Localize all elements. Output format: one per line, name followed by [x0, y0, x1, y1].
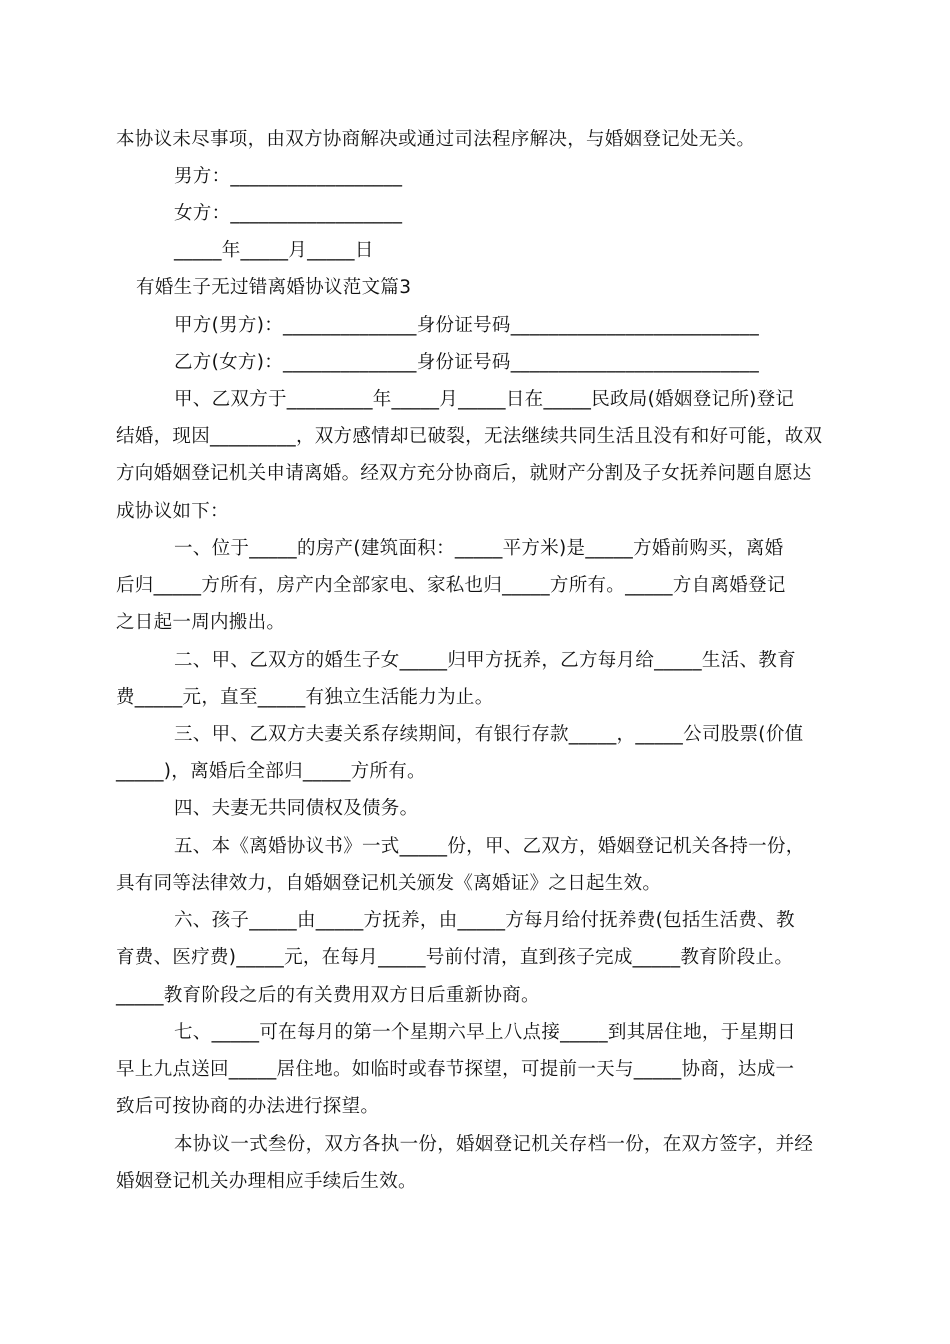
clause-1: 一、位于_____的房产(建筑面积：_____平方米)是_____方婚前购买，离婚 — [174, 538, 784, 559]
text-line: 方向婚姻登记机关申请离婚。经双方充分协商后，就财产分割及子女抚养问题自愿达 — [116, 463, 812, 484]
text-line: 之日起一周内搬出。 — [116, 612, 286, 633]
text-line: 育费、医疗费)_____元，在每月_____号前付清，直到孩子完成_____教育阶段止。 — [116, 947, 794, 968]
party-a-line: 甲方(男方)：______________身份证号码__________________________ — [174, 315, 760, 336]
text-line: 后归_____方所有，房产内全部家电、家私也归_____方所有。_____方自离婚登记 — [116, 575, 786, 596]
text-line: 成协议如下： — [116, 501, 229, 522]
text-line: 费_____元，直至_____有独立生活能力为止。 — [116, 687, 494, 708]
text-line: 本协议未尽事项，由双方协商解决或通过司法程序解决，与婚姻登记处无关。 — [116, 129, 756, 150]
section-title: 有婚生子无过错离婚协议范文篇3 — [136, 277, 412, 298]
clause-2: 二、甲、乙双方的婚生子女_____归甲方抚养，乙方每月给_____生活、教育 — [174, 650, 796, 671]
clause-6: 六、孩子_____由_____方抚养，由_____方每月给付抚养费(包括生活费、教 — [174, 910, 795, 931]
text-line: 婚姻登记机关办理相应手续后生效。 — [116, 1171, 417, 1192]
text-line: 结婚，现因_________，双方感情却已破裂，无法继续共同生活且没有和好可能，故双 — [116, 426, 823, 447]
text-line: 早上九点送回_____居住地。如临时或春节探望，可提前一天与_____协商，达成一 — [116, 1059, 795, 1080]
clause-5: 五、本《离婚协议书》一式_____份，甲、乙双方，婚姻登记机关各持一份， — [174, 836, 805, 857]
text-line: _____)，离婚后全部归_____方所有。 — [116, 761, 426, 782]
clause-7: 七、_____可在每月的第一个星期六早上八点接_____到其居住地，于星期日 — [174, 1022, 796, 1043]
text-line: 甲、乙双方于_________年_____月_____日在_____民政局(婚姻登记所)登记 — [174, 389, 795, 410]
text-line: 致后可按协商的办法进行探望。 — [116, 1096, 380, 1117]
party-b-line: 乙方(女方)：______________身份证号码__________________________ — [174, 352, 760, 373]
clause-3: 三、甲、乙双方夫妻关系存续期间，有银行存款_____，_____公司股票(价值 — [174, 724, 804, 745]
date-line: _____年_____月_____日 — [174, 240, 374, 261]
text-line: _____教育阶段之后的有关费用双方日后重新协商。 — [116, 985, 540, 1006]
clause-4: 四、夫妻无共同债权及债务。 — [174, 798, 419, 819]
male-signature-line: 男方：__________________ — [174, 166, 403, 187]
closing-paragraph: 本协议一式叁份，双方各执一份，婚姻登记机关存档一份，在双方签字，并经 — [174, 1134, 814, 1155]
text-line: 具有同等法律效力，自婚姻登记机关颁发《离婚证》之日起生效。 — [116, 873, 662, 894]
female-signature-line: 女方：__________________ — [174, 203, 403, 224]
